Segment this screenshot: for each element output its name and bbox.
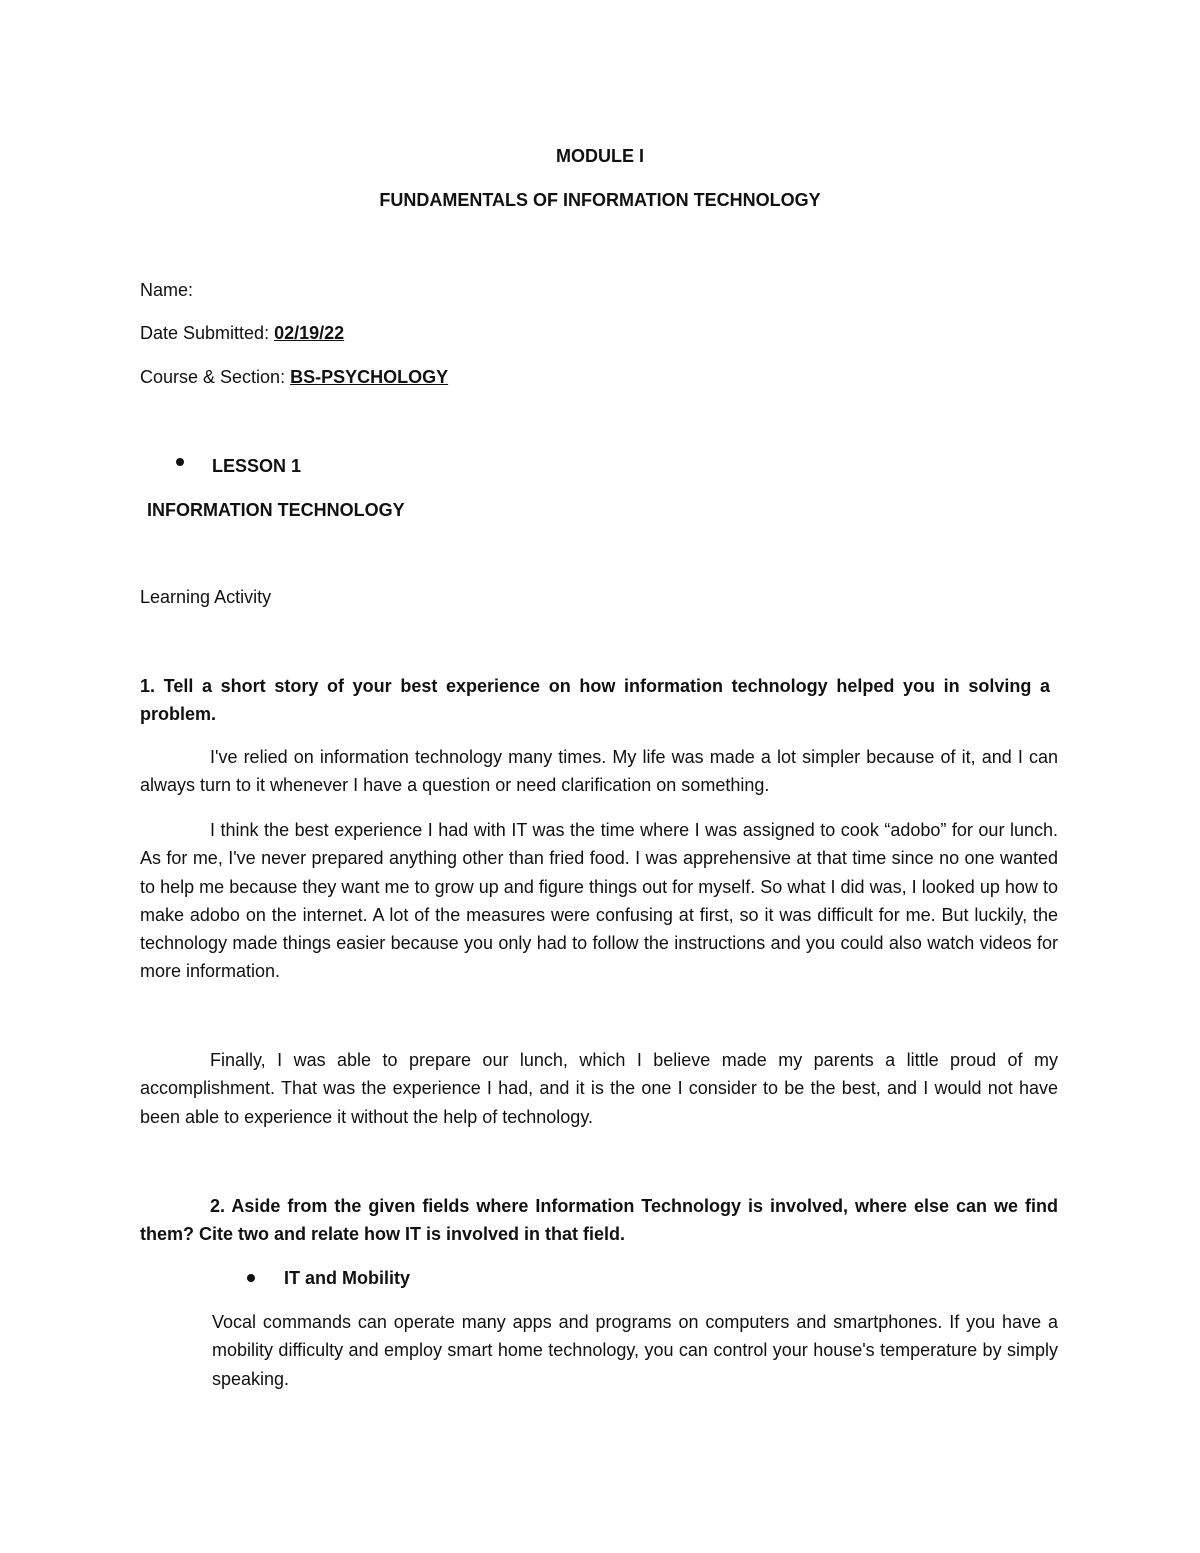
answer-1-paragraph-3: Finally, I was able to prepare our lunch, which I believe made my parents a little proud of my accomplishment. That was the experience I had, and it is the one I consider to be the best, and I would not have been able to experience it without the help of technology. [140, 1050, 1058, 1127]
learning-activity-label: Learning Activity [140, 587, 272, 607]
course-section-line [140, 363, 448, 391]
course-label: Course & Section: [140, 367, 291, 387]
field-1-description: Vocal commands can operate many apps and programs on computers and smartphones. If you have a mobility difficulty and employ smart home technology, you can control your house's temperature by simply speaking. [212, 1312, 1058, 1389]
lesson-label: LESSON 1 [212, 456, 302, 476]
date-value: 02/19/22 [274, 323, 345, 343]
subject-title: FUNDAMENTALS OF INFORMATION TECHNOLOGY [379, 190, 821, 210]
answer-1-paragraph-1: I've relied on information technology many times. My life was made a lot simpler because of it, and I can always turn to it whenever I have a question or need clarification on something. [140, 747, 1058, 796]
question-2: 2. Aside from the given fields where Information Technology is involved, where else can we find them? Cite two and relate how IT is involved in that field. [140, 1196, 1058, 1245]
date-label: Date Submitted: [140, 323, 275, 343]
module-title: MODULE I [556, 146, 644, 166]
answer-1-paragraph-2: I think the best experience I had with IT was the time where I was assigned to cook “adobo” for our lunch. As for me, I've never prepared anything other than fried food. I was apprehensive at that time since no one wanted to help me because they want me to grow up and figure things out for myself. So what I did was, I looked up how to make adobo on the internet. A lot of the measures were confusing at first, so it was difficult for me. But luckily, the technology made things easier because you only had to follow the instructions and you could also watch videos for more information. [140, 820, 1058, 982]
question-1: 1. Tell a short story of your best experience on how information technology helped you in solving a problem. [140, 676, 1050, 725]
bullet-icon [247, 1274, 255, 1282]
bullet-icon [176, 458, 184, 466]
date-submitted-line [140, 319, 344, 347]
name-label: Name: [140, 280, 194, 300]
field-1-heading: IT and Mobility [284, 1268, 410, 1288]
lesson-title: INFORMATION TECHNOLOGY [147, 500, 405, 520]
course-value: BS-PSYCHOLOGY [290, 367, 449, 387]
